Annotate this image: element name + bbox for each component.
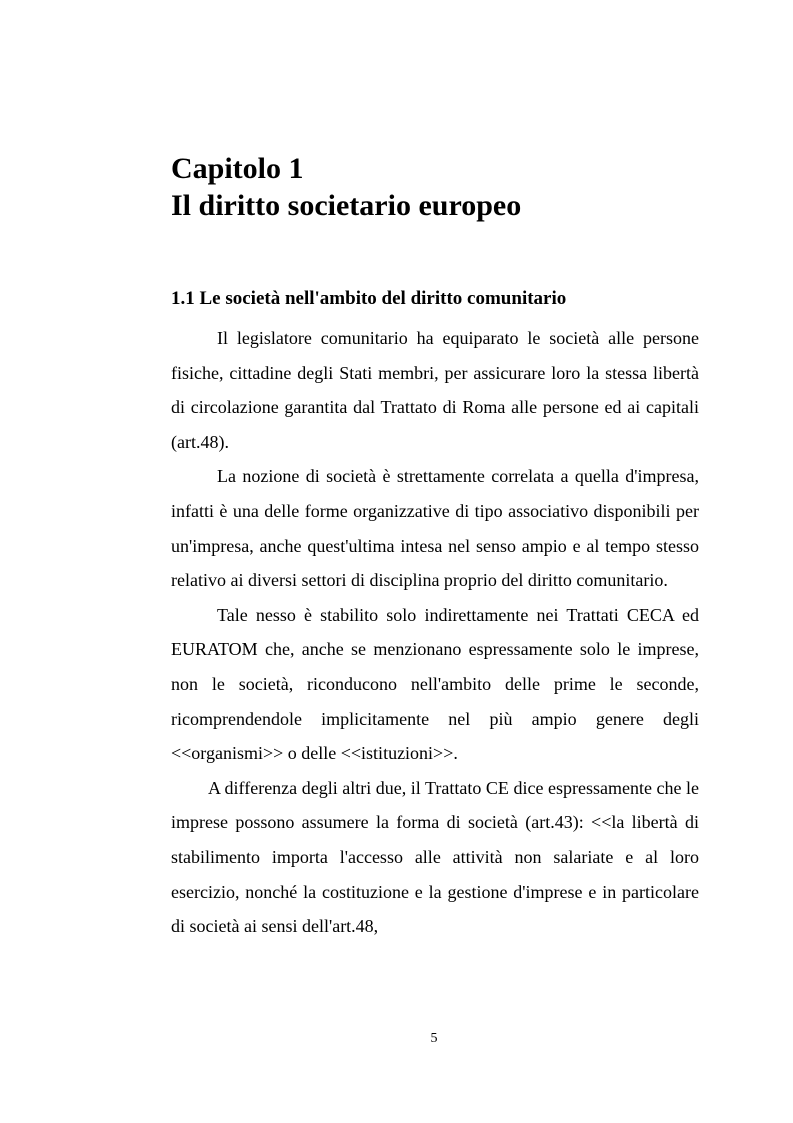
paragraph-2: La nozione di società è strettamente correlata a quella d'impresa, infatti è una delle forme organizzative di tipo associativo disponibili per un'impresa, anche quest'ultima intesa nel senso ampio e al tempo stesso relativo ai diversi settori di disciplina proprio del diritto comunitario. xyxy=(171,466,699,591)
section-heading: 1.1 Le società nell'ambito del diritto comunitario xyxy=(171,288,567,309)
paragraph-1: Il legislatore comunitario ha equiparato le società alle persone fisiche, cittadine degli Stati membri, per assicurare loro la stessa libertà di circolazione garantita dal Trattato di Roma alle persone ed ai capitali (art.48). xyxy=(171,328,699,452)
paragraph-3: Tale nesso è stabilito solo indirettamente nei Trattati CECA ed EURATOM che, anche se menzionano espressamente solo le imprese, non le società, riconducono nell'ambito delle prime le seconde, ricomprendendole implicitamente nel più ampio genere degli <<organismi>> o delle <<istituzioni>>. xyxy=(171,604,699,764)
body-text xyxy=(171,321,699,944)
chapter-title xyxy=(171,150,521,224)
paragraph-4: A differenza degli altri due, il Trattato CE dice espressamente che le imprese possono assumere la forma di società (art.43): <<la libertà di stabilimento importa l'accesso alle attività non salariate e al loro esercizio, nonché la costituzione e la gestione d'imprese e in particolare di società ai sensi dell'art.48, xyxy=(171,777,699,937)
page-number: 5 xyxy=(430,1031,438,1046)
chapter-name: Il diritto societario europeo xyxy=(171,189,522,222)
chapter-number: Capitolo 1 xyxy=(171,152,304,185)
